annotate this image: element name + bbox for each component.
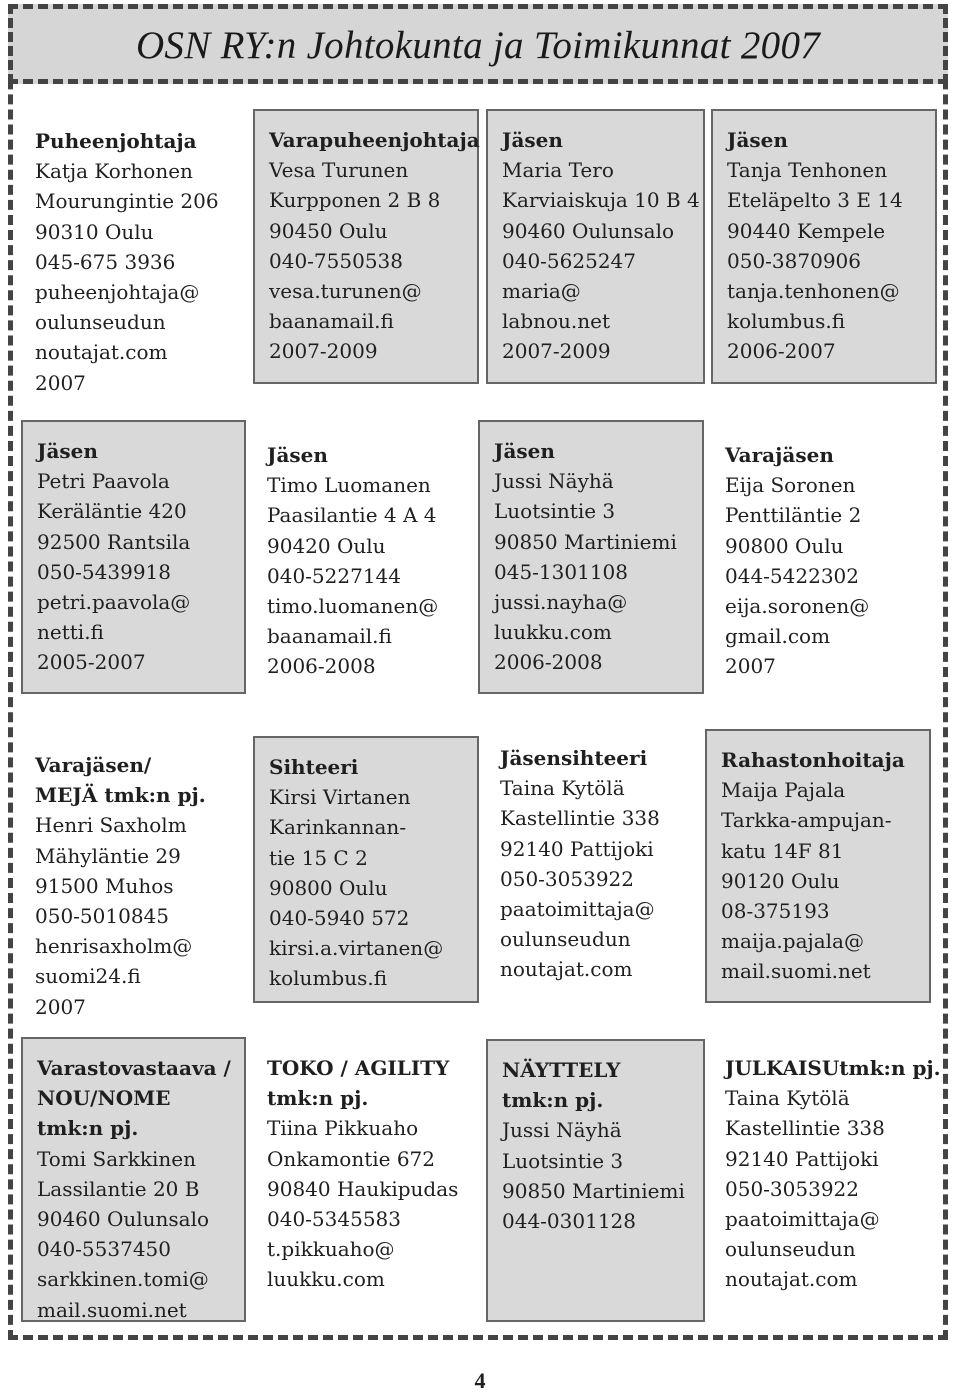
card-line: Penttiläntie 2: [725, 503, 862, 528]
page-number: 4: [474, 1368, 486, 1393]
card-varajasen-meja: [21, 736, 246, 1026]
card-nayttely: [486, 1039, 705, 1322]
card-line: katu 14F 81: [721, 838, 844, 863]
card-line: Paasilantie 4 A 4: [267, 503, 437, 528]
card-line: 050-5010845: [35, 904, 170, 929]
card-line: 92140 Pattijoki: [500, 836, 654, 861]
card-line: Lassilantie 20 B: [37, 1176, 200, 1201]
card-heading: Varapuheenjohtaja: [269, 128, 480, 152]
card-line: 050-3870906: [727, 248, 862, 273]
card-line: mail.suomi.net: [37, 1297, 187, 1322]
card-line: Mähyläntie 29: [35, 843, 181, 868]
card-heading: tmk:n pj.: [502, 1088, 604, 1113]
card-varapuheenjohtaja: [253, 109, 479, 384]
card-heading: NÄYTTELY: [502, 1058, 621, 1082]
card-line: sarkkinen.tomi@: [37, 1267, 209, 1292]
card-line: mail.suomi.net: [721, 959, 871, 984]
card-heading: Varajäsen: [725, 443, 834, 467]
card-line: henrisaxholm@: [35, 934, 193, 959]
card-line: paatoimittaja@: [725, 1207, 880, 1232]
card-line: 2005-2007: [37, 650, 146, 675]
card-line: 90460 Oulunsalo: [37, 1207, 210, 1232]
card-line: Eteläpelto 3 E 14: [727, 188, 903, 213]
card-heading: Sihteeri: [269, 755, 359, 779]
card-line: Kastellintie 338: [725, 1116, 885, 1141]
card-line: Tanja Tenhonen: [727, 158, 888, 183]
card-line: 2006-2008: [494, 650, 603, 675]
card-line: oulunseudun: [35, 310, 166, 335]
card-heading: JULKAISUtmk:n pj.: [725, 1056, 941, 1080]
card-line: 045-1301108: [494, 559, 629, 584]
card-line: puheenjohtaja@: [35, 280, 200, 305]
card-puheenjohtaja: [21, 112, 246, 402]
card-line: 90850 Martiniemi: [502, 1178, 685, 1203]
card-line: gmail.com: [725, 624, 831, 649]
card-line: 90450 Oulu: [269, 218, 388, 243]
card-heading: TOKO / AGILITY: [267, 1056, 450, 1080]
card-line: Mourungintie 206: [35, 189, 219, 214]
card-jasen-petri-paavola: [21, 420, 246, 694]
card-line: Kirsi Virtanen: [269, 785, 411, 810]
card-line: 040-5227144: [267, 563, 402, 588]
card-line: 2007: [725, 654, 776, 679]
card-line: t.pikkuaho@: [267, 1237, 395, 1262]
card-jasen-maria-tero: [486, 109, 705, 384]
card-line: 050-5439918: [37, 559, 172, 584]
card-line: maija.pajala@: [721, 929, 864, 954]
card-line: kirsi.a.virtanen@: [269, 936, 444, 961]
card-line: noutajat.com: [725, 1267, 858, 1292]
card-line: 050-3053922: [725, 1176, 860, 1201]
card-line: 92140 Pattijoki: [725, 1146, 879, 1171]
card-jasen-jussi-nayha: [478, 420, 704, 694]
card-toko-agility: [253, 1039, 479, 1309]
card-julkaisu: [711, 1039, 948, 1309]
card-line: petri.paavola@: [37, 590, 191, 615]
card-line: Keräläntie 420: [37, 499, 187, 524]
card-line: Taina Kytölä: [725, 1086, 850, 1111]
card-varajasen-eija-soronen: [711, 426, 937, 696]
card-line: Karinkannan-: [269, 815, 407, 840]
card-line: Timo Luomanen: [267, 473, 431, 498]
card-line: Jussi Näyhä: [502, 1118, 622, 1143]
card-heading: tmk:n pj.: [267, 1086, 369, 1111]
card-line: 90310 Oulu: [35, 219, 154, 244]
card-line: Karviaiskuja 10 B 4: [502, 188, 700, 213]
card-heading: Jäsen: [502, 128, 563, 152]
card-line: timo.luomanen@: [267, 594, 439, 619]
card-line: labnou.net: [502, 309, 611, 334]
card-line: 2006-2008: [267, 654, 376, 679]
card-line: paatoimittaja@: [500, 897, 655, 922]
card-line: 040-5625247: [502, 248, 637, 273]
card-line: suomi24.fi: [35, 964, 141, 989]
card-line: 2007: [35, 994, 86, 1019]
card-line: oulunseudun: [725, 1237, 856, 1262]
card-line: Jussi Näyhä: [494, 469, 614, 494]
card-line: Petri Paavola: [37, 469, 170, 494]
card-heading: Jäsen: [267, 443, 328, 467]
card-line: Tomi Sarkkinen: [37, 1146, 196, 1171]
card-line: baanamail.fi: [269, 309, 394, 334]
card-heading: Jäsen: [727, 128, 788, 152]
card-line: 2007-2009: [502, 339, 611, 364]
card-line: 045-675 3936: [35, 249, 176, 274]
card-line: 040-7550538: [269, 248, 404, 273]
card-line: luukku.com: [267, 1267, 385, 1292]
card-line: 08-375193: [721, 899, 830, 924]
card-line: 2006-2007: [727, 339, 836, 364]
card-line: 90120 Oulu: [721, 868, 840, 893]
card-line: 040-5537450: [37, 1237, 172, 1262]
card-line: noutajat.com: [500, 957, 633, 982]
card-heading: Jäsen: [494, 439, 555, 463]
card-line: vesa.turunen@: [269, 279, 422, 304]
card-jasensihteeri: [486, 729, 705, 999]
card-line: Henri Saxholm: [35, 813, 187, 838]
card-line: 040-5345583: [267, 1207, 402, 1232]
card-heading: Puheenjohtaja: [35, 129, 197, 153]
card-line: oulunseudun: [500, 927, 631, 952]
card-line: 90800 Oulu: [269, 875, 388, 900]
card-line: luukku.com: [494, 620, 612, 645]
card-line: 90800 Oulu: [725, 533, 844, 558]
card-line: kolumbus.fi: [727, 309, 846, 334]
card-line: tanja.tenhonen@: [727, 279, 900, 304]
card-line: Onkamontie 672: [267, 1146, 436, 1171]
card-sihteeri: [253, 736, 479, 1003]
title-banner: [8, 4, 948, 84]
card-line: 2007-2009: [269, 339, 378, 364]
card-line: 92500 Rantsila: [37, 529, 191, 554]
card-line: 050-3053922: [500, 866, 635, 891]
card-line: 90850 Martiniemi: [494, 529, 677, 554]
card-heading: Jäsensihteeri: [500, 746, 648, 770]
card-line: noutajat.com: [35, 340, 168, 365]
card-line: 044-5422302: [725, 563, 860, 588]
card-line: maria@: [502, 279, 581, 304]
card-varastovastaava: [21, 1037, 246, 1322]
card-line: jussi.nayha@: [494, 590, 628, 615]
card-heading: Varastovastaava /: [37, 1056, 231, 1080]
card-line: Taina Kytölä: [500, 776, 625, 801]
card-line: Kurpponen 2 B 8: [269, 188, 441, 213]
card-line: 90460 Oulunsalo: [502, 218, 675, 243]
card-heading: Jäsen: [37, 439, 98, 463]
card-line: Eija Soronen: [725, 473, 856, 498]
card-line: netti.fi: [37, 620, 104, 645]
card-line: tie 15 C 2: [269, 845, 368, 870]
card-line: eija.soronen@: [725, 594, 870, 619]
card-line: Tarkka-ampujan-: [721, 808, 892, 833]
card-line: 040-5940 572: [269, 906, 410, 931]
card-line: 90440 Kempele: [727, 218, 886, 243]
card-line: Luotsintie 3: [502, 1148, 624, 1173]
card-line: Kastellintie 338: [500, 806, 660, 831]
card-line: Vesa Turunen: [269, 158, 409, 183]
card-line: 90420 Oulu: [267, 533, 386, 558]
card-line: Luotsintie 3: [494, 499, 616, 524]
card-heading: tmk:n pj.: [37, 1116, 139, 1141]
card-line: Katja Korhonen: [35, 159, 193, 184]
card-line: Tiina Pikkuaho: [267, 1116, 419, 1141]
card-rahastonhoitaja: [705, 729, 931, 1003]
card-line: kolumbus.fi: [269, 966, 388, 991]
page-title: OSN RY:n Johtokunta ja Toimikunnat 2007: [135, 24, 821, 67]
card-heading: NOU/NOME: [37, 1086, 171, 1111]
card-line: baanamail.fi: [267, 624, 392, 649]
card-line: Maija Pajala: [721, 778, 846, 803]
card-line: 91500 Muhos: [35, 873, 174, 898]
card-heading: Rahastonhoitaja: [721, 748, 905, 772]
card-jasen-timo-luomanen: [253, 426, 479, 696]
card-heading: MEJÄ tmk:n pj.: [35, 783, 206, 808]
card-line: Maria Tero: [502, 158, 614, 183]
card-line: 90840 Haukipudas: [267, 1176, 459, 1201]
card-line: 2007: [35, 370, 86, 395]
card-heading: Varajäsen/: [35, 753, 152, 777]
card-jasen-tanja-tenhonen: [711, 109, 937, 384]
card-line: 044-0301128: [502, 1209, 637, 1234]
